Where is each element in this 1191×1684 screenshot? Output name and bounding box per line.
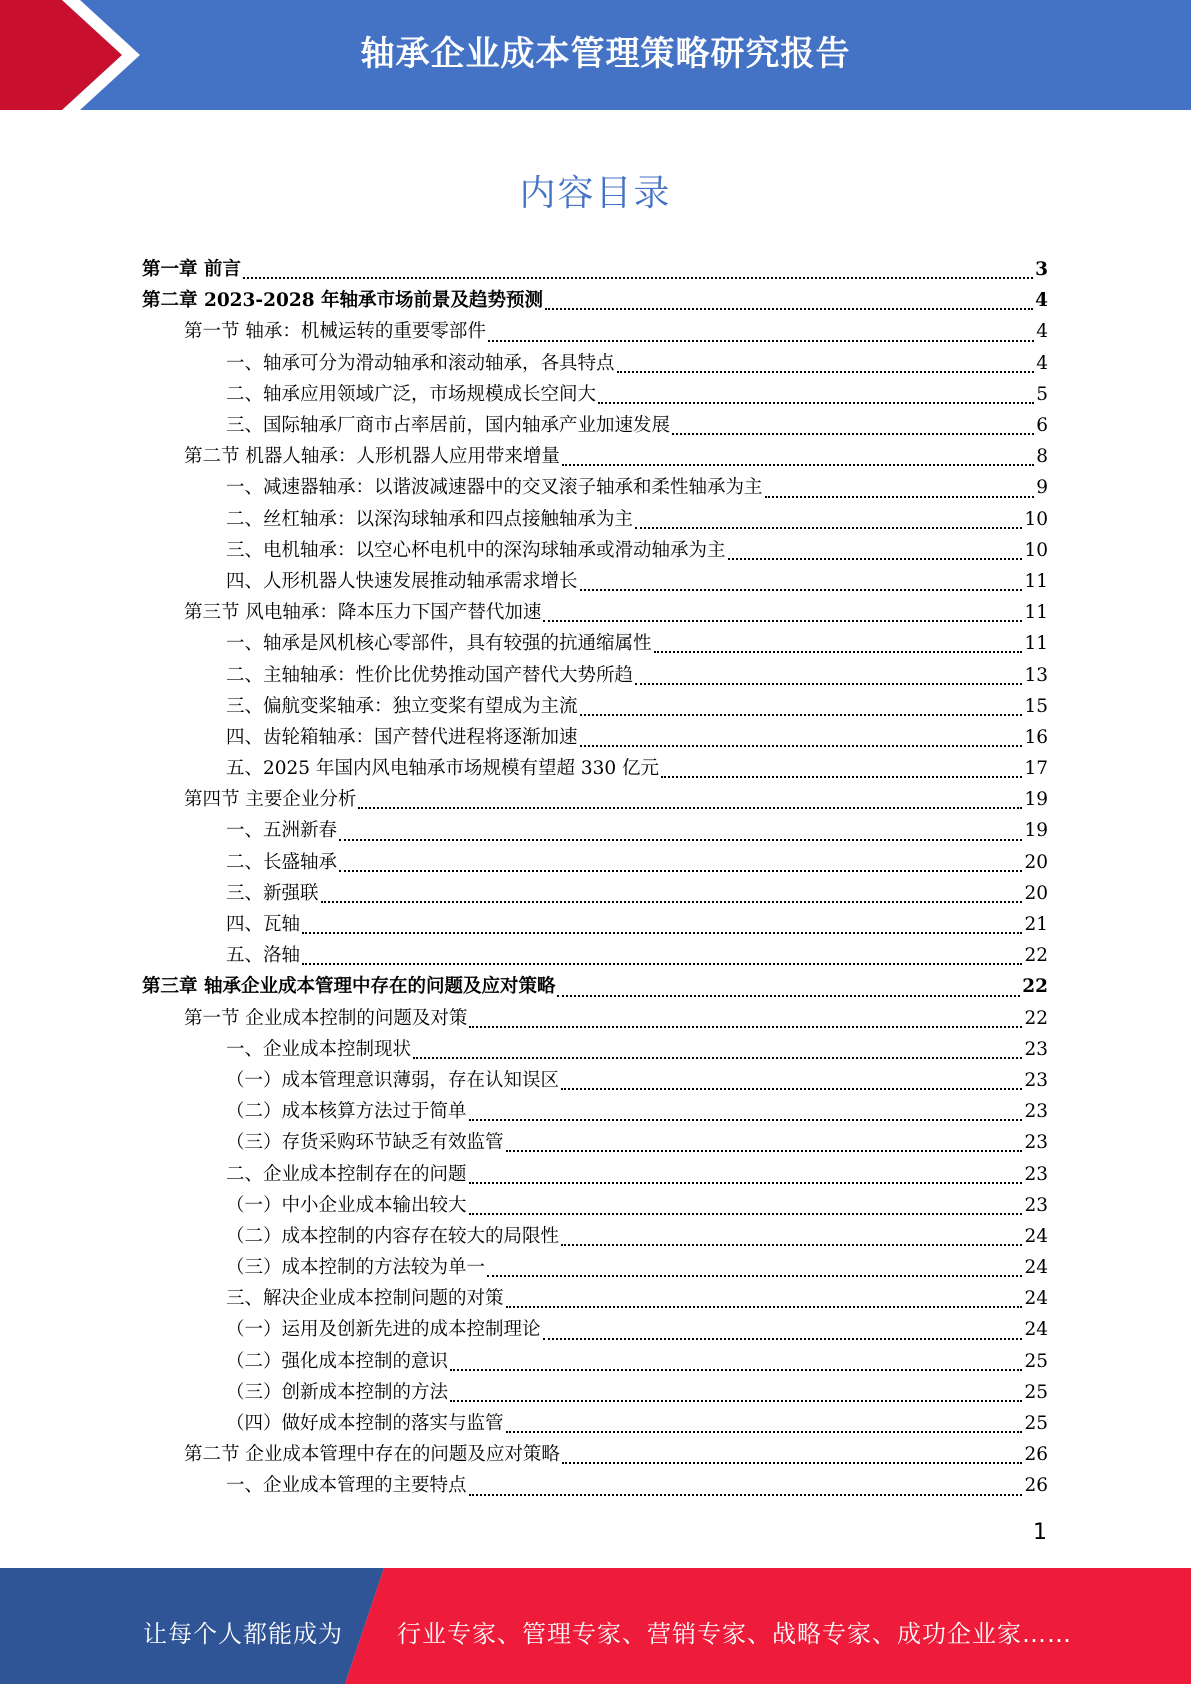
toc-entry-title: 第四节 主要企业分析 <box>184 789 357 811</box>
toc-dot-leader <box>654 627 1023 653</box>
toc-entry[interactable] <box>142 1470 1048 1501</box>
toc-entry-page: 23 <box>1024 1101 1048 1123</box>
toc-dot-leader <box>469 1095 1023 1121</box>
toc-entry-page: 16 <box>1024 726 1048 748</box>
toc-dot-leader <box>487 1251 1022 1277</box>
toc-entry-title: 一、减速器轴承：以谐波减速器中的交叉滚子轴承和柔性轴承为主 <box>226 477 763 499</box>
toc-dot-leader <box>562 1438 1023 1464</box>
toc-entry[interactable] <box>142 1221 1048 1252</box>
toc-dot-leader <box>635 659 1022 685</box>
toc-entry-title: 四、瓦轴 <box>226 914 301 936</box>
toc-dot-leader <box>580 690 1023 716</box>
toc-entry-page: 22 <box>1022 976 1048 998</box>
toc-entry-title: （一）中小企业成本输出较大 <box>226 1194 467 1216</box>
toc-entry-page: 24 <box>1024 1288 1048 1310</box>
toc-entry[interactable] <box>142 815 1048 846</box>
toc-entry-title: 第二章 2023-2028 年轴承市场前景及趋势预测 <box>142 290 544 312</box>
toc-entry[interactable] <box>142 1252 1048 1283</box>
toc-dot-leader <box>413 1033 1022 1059</box>
toc-entry-title: （四）做好成本控制的落实与监管 <box>226 1413 504 1435</box>
toc-entry-page: 26 <box>1024 1475 1048 1497</box>
toc-entry[interactable] <box>142 659 1048 690</box>
toc-entry-page: 11 <box>1024 570 1048 592</box>
toc-dot-leader <box>561 1064 1022 1090</box>
toc-entry-page: 20 <box>1024 851 1048 873</box>
toc-entry-page: 10 <box>1024 508 1048 530</box>
toc-entry-page: 10 <box>1024 539 1048 561</box>
toc-entry-page: 24 <box>1024 1319 1048 1341</box>
toc-entry[interactable] <box>142 1034 1048 1065</box>
toc-dot-leader <box>488 316 1034 342</box>
toc-entry-title: 三、解决企业成本控制问题的对策 <box>226 1288 504 1310</box>
toc-entry-title: 二、长盛轴承 <box>226 851 338 873</box>
toc-entry[interactable] <box>142 597 1048 628</box>
toc-dot-leader <box>450 1345 1022 1371</box>
toc-entry-title: 二、丝杠轴承：以深沟球轴承和四点接触轴承为主 <box>226 508 634 530</box>
page-header <box>0 0 1191 110</box>
toc-dot-leader <box>580 721 1023 747</box>
toc-entry-page: 6 <box>1036 415 1048 437</box>
toc-dot-leader <box>243 253 1033 279</box>
toc-entry[interactable] <box>142 1158 1048 1189</box>
toc-entry-title: 第一节 轴承：机械运转的重要零部件 <box>184 321 486 343</box>
toc-entry-page: 5 <box>1036 383 1048 405</box>
toc-entry[interactable] <box>142 441 1048 472</box>
toc-entry-title: 三、电机轴承：以空心杯电机中的深沟球轴承或滑动轴承为主 <box>226 539 726 561</box>
toc-entry-title: 一、轴承是风机核心零部件，具有较强的抗通缩属性 <box>226 633 652 655</box>
toc-entry-title: （三）成本控制的方法较为单一 <box>226 1257 486 1279</box>
toc-entry-title: 五、2025 年国内风电轴承市场规模有望超 330 亿元 <box>226 758 660 780</box>
toc-dot-leader <box>765 472 1035 498</box>
toc-dot-leader <box>469 1158 1023 1184</box>
footer-slogan-right: 行业专家、管理专家、营销专家、战略专家、成功企业家…… <box>397 1620 1072 1648</box>
toc-entry[interactable] <box>142 628 1048 659</box>
toc-dot-leader <box>450 1376 1022 1402</box>
toc-entry-page: 25 <box>1024 1381 1048 1403</box>
toc-entry-title: 三、偏航变桨轴承：独立变桨有望成为主流 <box>226 695 578 717</box>
toc-entry[interactable] <box>142 1283 1048 1314</box>
toc-entry-title: （一）成本管理意识薄弱，存在认知误区 <box>226 1069 560 1091</box>
toc-entry-page: 13 <box>1024 664 1048 686</box>
toc-entry[interactable] <box>142 535 1048 566</box>
footer-slogan-left: 让每个人都能成为 <box>143 1620 343 1648</box>
toc-dot-leader <box>545 284 1033 310</box>
toc-entry-page: 11 <box>1024 633 1048 655</box>
toc-entry-page: 22 <box>1024 1007 1048 1029</box>
toc-entry[interactable] <box>142 909 1048 940</box>
toc-entry-page: 23 <box>1024 1132 1048 1154</box>
toc-entry-title: 四、齿轮箱轴承：国产替代进程将逐渐加速 <box>226 726 578 748</box>
toc-entry-page: 4 <box>1035 290 1048 312</box>
page-footer <box>0 1568 1191 1684</box>
toc-entry-title: 四、人形机器人快速发展推动轴承需求增长 <box>226 570 578 592</box>
toc-entry-page: 22 <box>1024 945 1048 967</box>
toc-entry-page: 19 <box>1024 789 1048 811</box>
toc-entry-title: 一、轴承可分为滑动轴承和滚动轴承，各具特点 <box>226 352 615 374</box>
toc-entry[interactable] <box>142 1377 1048 1408</box>
toc-entry-page: 21 <box>1024 914 1048 936</box>
toc-entry-title: （二）强化成本控制的意识 <box>226 1350 449 1372</box>
toc-entry-title: 一、企业成本管理的主要特点 <box>226 1475 467 1497</box>
toc-entry[interactable] <box>142 1127 1048 1158</box>
toc-entry[interactable] <box>142 878 1048 909</box>
toc-entry-page: 4 <box>1036 321 1048 343</box>
toc-entry-title: 二、主轴轴承：性价比优势推动国产替代大势所趋 <box>226 664 634 686</box>
toc-entry-title: 二、轴承应用领域广泛，市场规模成长空间大 <box>226 383 597 405</box>
toc-entry-page: 17 <box>1024 758 1048 780</box>
toc-entry[interactable] <box>142 504 1048 535</box>
toc-entry[interactable] <box>142 1408 1048 1439</box>
toc-entry[interactable] <box>142 472 1048 503</box>
toc-entry-page: 3 <box>1035 259 1048 281</box>
toc-dot-leader <box>339 846 1022 872</box>
toc-entry-title: 二、企业成本控制存在的问题 <box>226 1163 467 1185</box>
toc-dot-leader <box>506 1407 1023 1433</box>
toc-entry-title: 五、洛轴 <box>226 945 301 967</box>
toc-entry-title: 第一节 企业成本控制的问题及对策 <box>184 1007 468 1029</box>
toc-dot-leader <box>557 971 1020 997</box>
toc-entry[interactable] <box>142 847 1048 878</box>
toc-entry[interactable] <box>142 1439 1048 1470</box>
toc-entry[interactable] <box>142 691 1048 722</box>
toc-entry-page: 23 <box>1024 1069 1048 1091</box>
toc-entry-page: 23 <box>1024 1038 1048 1060</box>
toc-entry-title: （三）创新成本控制的方法 <box>226 1381 449 1403</box>
toc-entry[interactable] <box>142 940 1048 971</box>
toc-entry-title: 一、企业成本控制现状 <box>226 1038 412 1060</box>
toc-entry-title: 第三节 风电轴承：降本压力下国产替代加速 <box>184 602 542 624</box>
toc-entry-title: 第二节 机器人轴承：人形机器人应用带来增量 <box>184 446 560 468</box>
toc-entry-title: （一）运用及创新先进的成本控制理论 <box>226 1319 541 1341</box>
toc-dot-leader <box>302 939 1022 965</box>
toc-entry[interactable] <box>142 379 1048 410</box>
toc-entry-page: 19 <box>1024 820 1048 842</box>
toc-entry-title: 一、五洲新春 <box>226 820 338 842</box>
toc-dot-leader <box>635 503 1022 529</box>
toc-entry-title: 三、新强联 <box>226 882 319 904</box>
toc-entry[interactable] <box>142 1314 1048 1345</box>
toc-entry-title: （二）成本控制的内容存在较大的局限性 <box>226 1225 560 1247</box>
toc-entry[interactable] <box>142 1096 1048 1127</box>
toc-entry[interactable] <box>142 1065 1048 1096</box>
toc-dot-leader <box>598 378 1034 404</box>
toc-dot-leader <box>506 1126 1023 1152</box>
report-title: 轴承企业成本管理策略研究报告 <box>360 34 851 74</box>
toc-entry-title: 第三章 轴承企业成本管理中存在的问题及应对策略 <box>142 976 556 998</box>
toc-dot-leader <box>358 783 1022 809</box>
toc-dot-leader <box>543 596 1022 622</box>
toc-entry-title: （二）成本核算方法过于简单 <box>226 1101 467 1123</box>
toc-entry[interactable] <box>142 410 1048 441</box>
toc-dot-leader <box>469 1002 1022 1028</box>
page-number: 1 <box>1033 1520 1047 1545</box>
toc-dot-leader <box>561 1220 1022 1246</box>
toc-entry[interactable] <box>142 784 1048 815</box>
toc-entry[interactable] <box>142 753 1048 784</box>
toc-entry-page: 26 <box>1024 1444 1048 1466</box>
toc-entry-title: （三）存货采购环节缺乏有效监管 <box>226 1132 504 1154</box>
toc-dot-leader <box>339 815 1022 841</box>
toc-entry-page: 25 <box>1024 1413 1048 1435</box>
toc-entry[interactable] <box>142 1003 1048 1034</box>
toc-dot-leader <box>302 908 1022 934</box>
toc-entry-page: 4 <box>1036 352 1048 374</box>
toc-entry-page: 8 <box>1036 446 1048 468</box>
toc-dot-leader <box>506 1282 1023 1308</box>
toc-dot-leader <box>469 1470 1023 1496</box>
toc-dot-leader <box>469 1189 1023 1215</box>
toc-entry-title: 第二节 企业成本管理中存在的问题及应对策略 <box>184 1444 560 1466</box>
toc-entry[interactable] <box>142 971 1048 1002</box>
toc-entry[interactable] <box>142 566 1048 597</box>
toc-dot-leader <box>580 565 1023 591</box>
toc-dot-leader <box>543 1314 1023 1340</box>
toc-entry-page: 24 <box>1024 1257 1048 1279</box>
toc-entry[interactable] <box>142 285 1048 316</box>
toc-entry-title: 三、国际轴承厂商市占率居前，国内轴承产业加速发展 <box>226 415 671 437</box>
toc-entry-page: 11 <box>1024 602 1048 624</box>
toc-dot-leader <box>617 347 1035 373</box>
toc-entry-page: 25 <box>1024 1350 1048 1372</box>
toc-entry[interactable] <box>142 348 1048 379</box>
toc-dot-leader <box>321 877 1023 903</box>
toc-dot-leader <box>661 752 1022 778</box>
toc-heading: 内容目录 <box>519 173 672 214</box>
toc-entry[interactable] <box>142 1346 1048 1377</box>
toc-dot-leader <box>672 409 1034 435</box>
toc-entry[interactable] <box>142 1190 1048 1221</box>
toc-dot-leader <box>562 440 1034 466</box>
toc-entry-page: 9 <box>1036 477 1048 499</box>
toc-entry-page: 20 <box>1024 882 1048 904</box>
toc-entry-page: 24 <box>1024 1225 1048 1247</box>
toc-entry[interactable] <box>142 254 1048 285</box>
toc-entry-page: 23 <box>1024 1163 1048 1185</box>
toc-entry-page: 15 <box>1024 695 1048 717</box>
toc-entry[interactable] <box>142 316 1048 347</box>
toc-entry[interactable] <box>142 722 1048 753</box>
toc-entry-title: 第一章 前言 <box>142 259 241 281</box>
toc-entry-page: 23 <box>1024 1194 1048 1216</box>
table-of-contents <box>142 254 1048 1502</box>
toc-dot-leader <box>728 534 1023 560</box>
